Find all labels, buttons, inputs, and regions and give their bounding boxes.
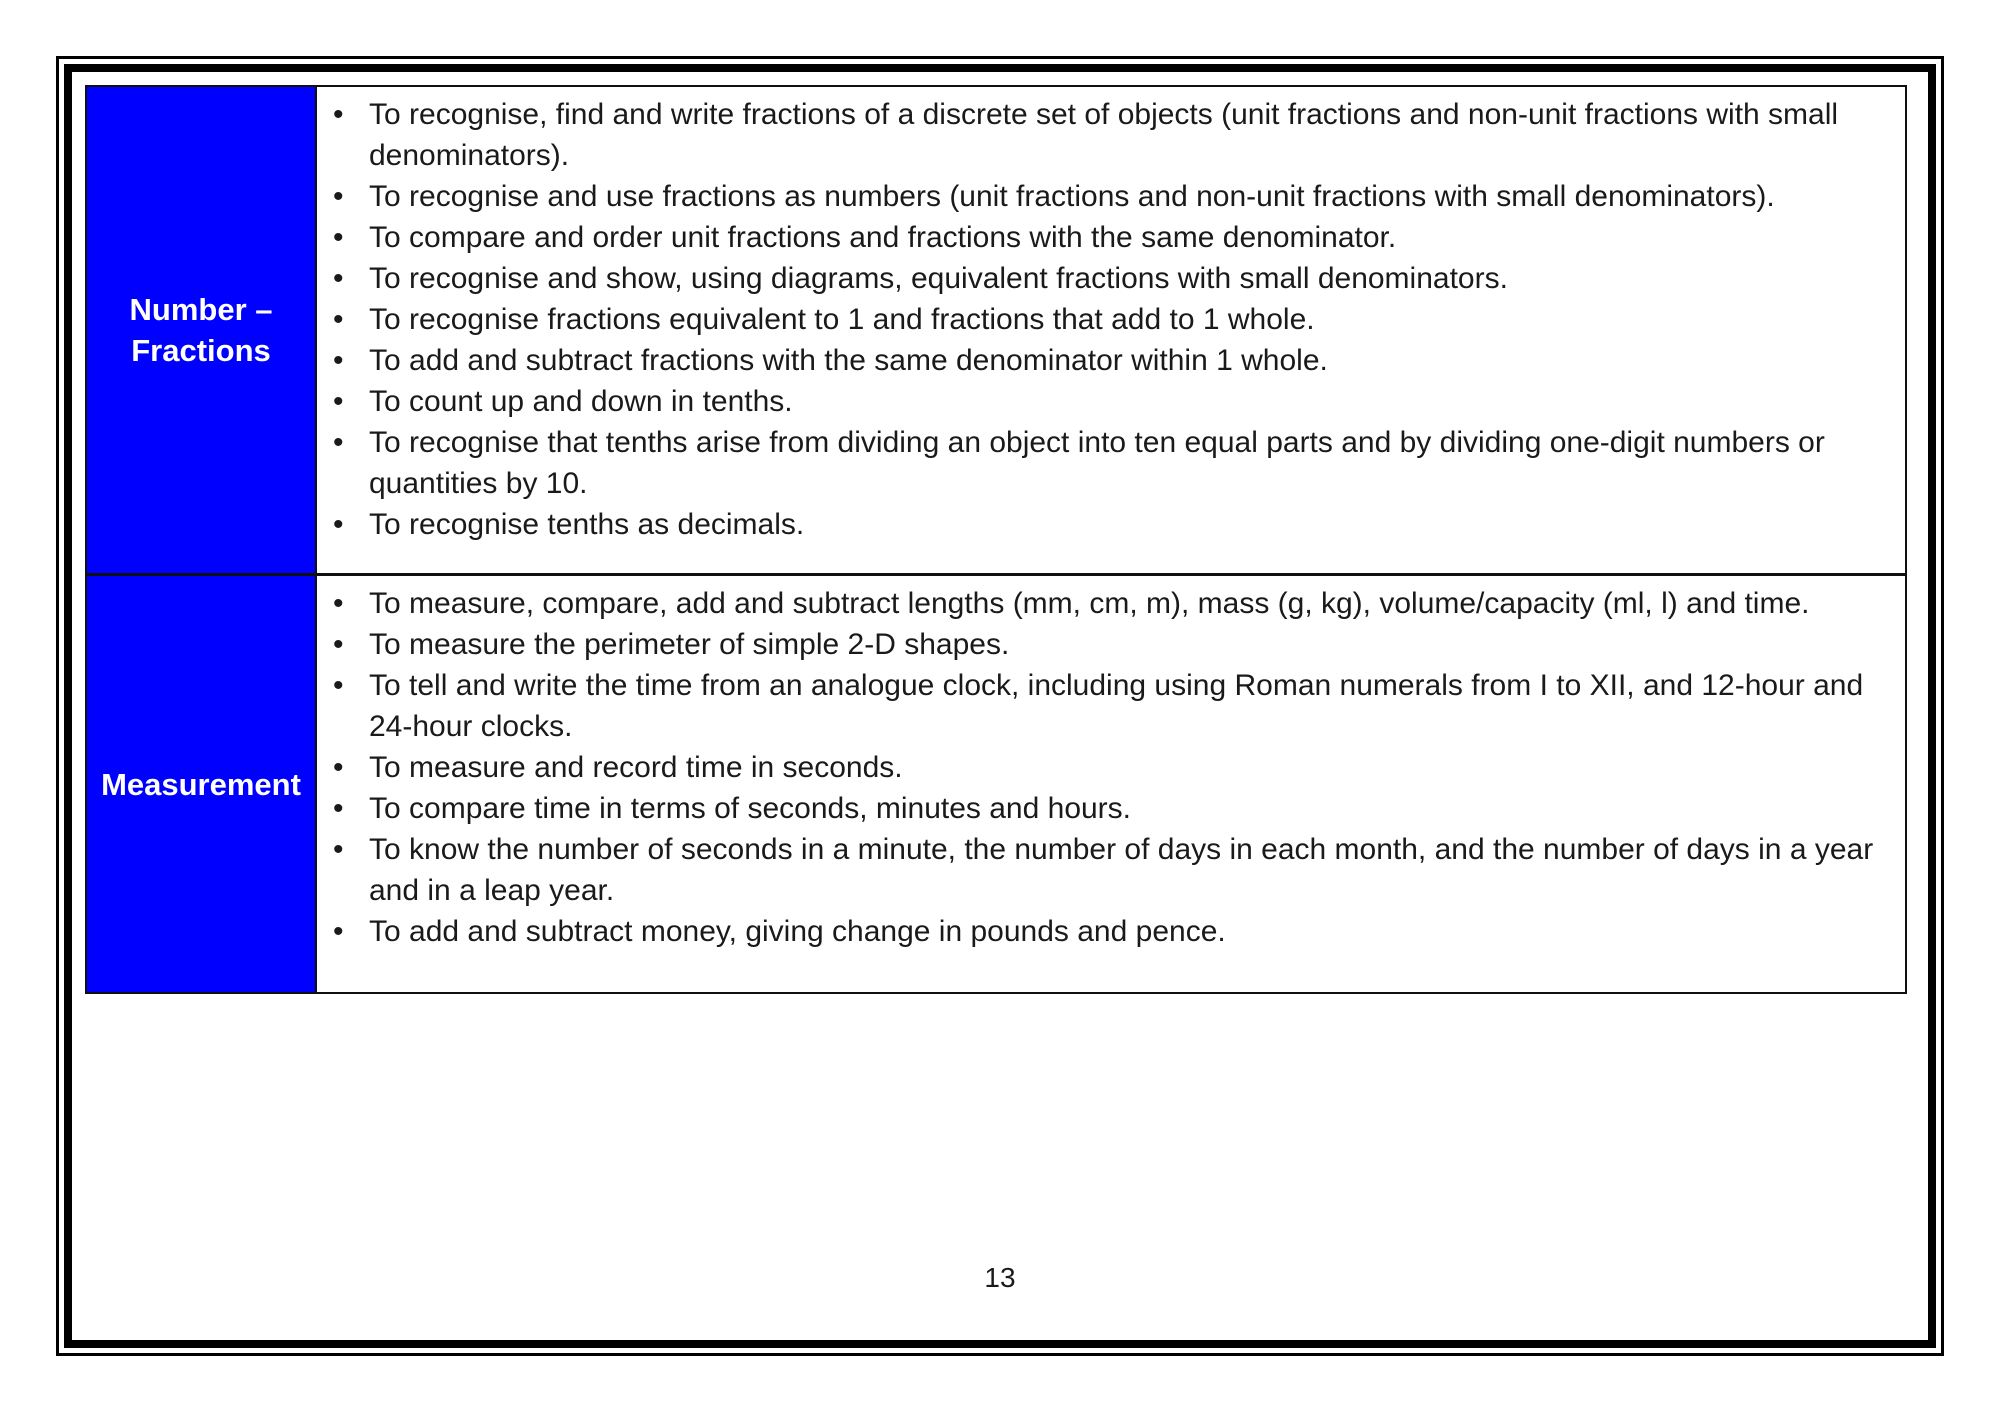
- objective-item: • To compare time in terms of seconds, minutes and hours.: [317, 788, 1893, 829]
- row-header-number-fractions: [87, 87, 317, 573]
- objective-item: • To recognise tenths as decimals.: [317, 504, 1893, 545]
- objective-item: • To compare and order unit fractions and fractions with the same denominator.: [317, 217, 1893, 258]
- objective-item: • To tell and write the time from an analogue clock, including using Roman numerals from I to XII, and 12-hour and 24-hour clocks.: [317, 665, 1893, 747]
- objective-item: • To recognise fractions equivalent to 1 and fractions that add to 1 whole.: [317, 299, 1893, 340]
- objective-item: • To add and subtract money, giving change in pounds and pence.: [317, 911, 1893, 952]
- row-header-label: Measurement: [101, 766, 301, 802]
- objective-item: • To recognise, find and write fractions of a discrete set of objects (unit fractions and non-unit fractions with small denominators).: [317, 94, 1893, 176]
- objective-item: • To know the number of seconds in a minute, the number of days in each month, and the number of days in a year and in a leap year.: [317, 829, 1893, 911]
- objective-item: • To add and subtract fractions with the same denominator within 1 whole.: [317, 340, 1893, 381]
- objectives-list: [317, 583, 1893, 952]
- objective-item: • To recognise that tenths arise from dividing an object into ten equal parts and by dividing one-digit numbers or quantities by 10.: [317, 422, 1893, 504]
- row-header-label: Number – Fractions: [129, 292, 273, 368]
- row-header-measurement: [87, 576, 317, 992]
- objective-item: • To measure and record time in seconds.: [317, 747, 1893, 788]
- objectives-cell-number-fractions: [317, 87, 1905, 573]
- curriculum-table: [85, 85, 1907, 994]
- objectives-cell-measurement: [317, 576, 1905, 992]
- objective-item: • To count up and down in tenths.: [317, 381, 1893, 422]
- page-number: 13: [984, 1262, 1016, 1293]
- objective-item: • To measure, compare, add and subtract lengths (mm, cm, m), mass (g, kg), volume/capacity (ml, l) and time.: [317, 583, 1893, 624]
- table-row-measurement: [87, 573, 1905, 992]
- table-row-number-fractions: [87, 87, 1905, 573]
- objective-item: • To recognise and show, using diagrams, equivalent fractions with small denominators.: [317, 258, 1893, 299]
- objective-item: • To measure the perimeter of simple 2-D shapes.: [317, 624, 1893, 665]
- objectives-list: [317, 94, 1893, 545]
- objective-item: • To recognise and use fractions as numbers (unit fractions and non-unit fractions with small denominators).: [317, 176, 1893, 217]
